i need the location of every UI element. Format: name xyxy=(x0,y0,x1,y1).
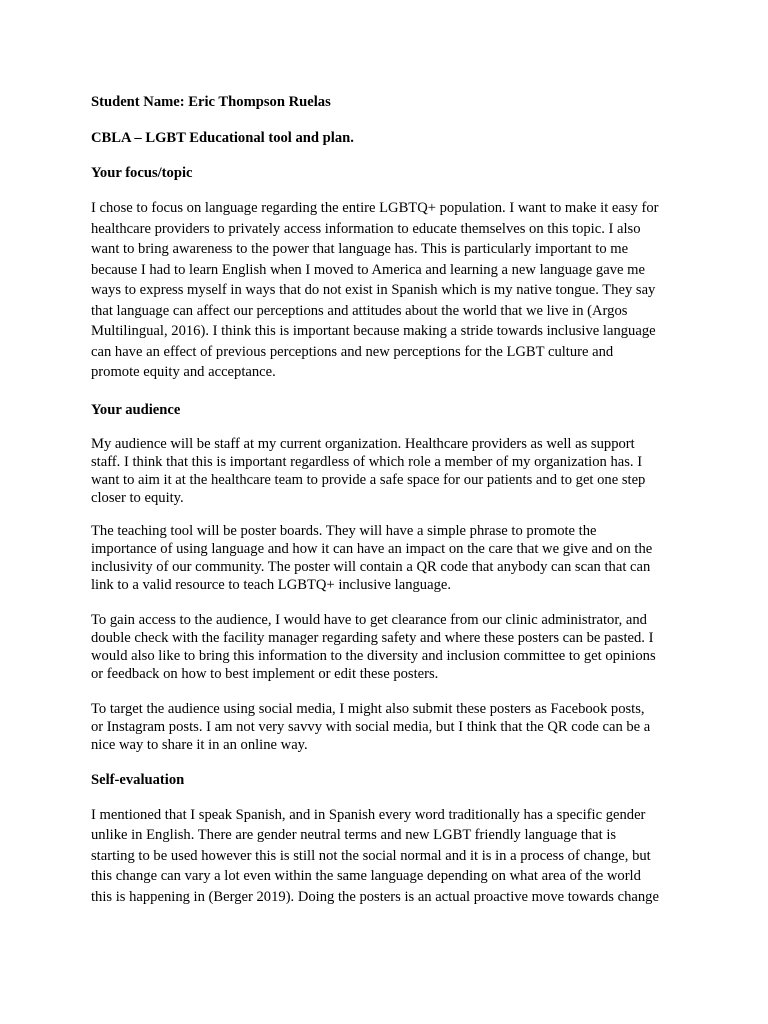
focus-paragraph xyxy=(91,198,691,383)
audience-line: or Instagram posts. I am not very savvy with social media, but I think that the QR code can be a xyxy=(91,718,651,735)
document-title: CBLA – LGBT Educational tool and plan. xyxy=(91,130,354,146)
audience-paragraph-1 xyxy=(91,435,691,507)
student-name: Student Name: Eric Thompson Ruelas xyxy=(91,94,331,110)
focus-line: healthcare providers to privately access information to educate themselves on this topic. I also xyxy=(91,220,641,237)
audience-line: link to a valid resource to teach LGBTQ+ inclusive language. xyxy=(91,576,451,593)
self-evaluation-heading: Self-evaluation xyxy=(91,771,185,788)
audience-line: would also like to bring this information to the diversity and inclusion committee to get opinions xyxy=(91,647,656,664)
audience-line: closer to equity. xyxy=(91,489,184,506)
audience-line: importance of using language and how it can have an impact on the care that we give and on the xyxy=(91,540,653,557)
focus-line: I chose to focus on language regarding the entire LGBTQ+ population. I want to make it easy for xyxy=(91,200,659,216)
self-evaluation-paragraph xyxy=(91,805,691,908)
audience-heading: Your audience xyxy=(91,401,181,418)
focus-heading: Your focus/topic xyxy=(91,165,193,181)
audience-line: To gain access to the audience, I would have to get clearance from our clinic administrator, and xyxy=(91,611,647,628)
self-evaluation-line: I mentioned that I speak Spanish, and in Spanish every word traditionally has a specific gender xyxy=(91,806,646,823)
focus-line: because I had to learn English when I moved to America and learning a new language gave me xyxy=(91,261,645,278)
audience-line: My audience will be staff at my current organization. Healthcare providers as well as support xyxy=(91,435,635,452)
audience-line: staff. I think that this is important regardless of which role a member of my organization has. I xyxy=(91,453,643,470)
audience-paragraph-3 xyxy=(91,611,691,683)
audience-line: or feedback on how to best implement or edit these posters. xyxy=(91,665,439,682)
audience-paragraph-2 xyxy=(91,522,691,594)
audience-line: nice way to share it in an online way. xyxy=(91,736,308,753)
audience-line: The teaching tool will be poster boards. They will have a simple phrase to promote the xyxy=(91,522,597,539)
focus-line: ways to express myself in ways that do not exist in Spanish which is my native tongue. They say xyxy=(91,282,656,298)
audience-paragraph-4 xyxy=(91,700,691,754)
self-evaluation-line: this is happening in (Berger 2019). Doing the posters is an actual proactive move towards change xyxy=(91,888,659,905)
focus-line: can have an effect of previous perceptions and new perceptions for the LGBT culture and xyxy=(91,343,614,360)
self-evaluation-line: this change can vary a lot even within the same language depending on what area of the world xyxy=(91,868,641,884)
audience-line: To target the audience using social media, I might also submit these posters as Facebook posts, xyxy=(91,700,645,717)
document-body xyxy=(91,92,691,907)
audience-line: want to aim it at the healthcare team to provide a safe space for our patients and to get one step xyxy=(91,471,646,488)
focus-line: want to bring awareness to the power that language has. This is particularly important to me xyxy=(91,241,629,257)
audience-line: inclusivity of our community. The poster will contain a QR code that anybody can scan that can xyxy=(91,558,651,575)
focus-line: that language can affect our perceptions and attitudes about the world that we live in (Argos xyxy=(91,302,628,319)
focus-line: promote equity and acceptance. xyxy=(91,364,276,380)
audience-line: double check with the facility manager regarding safety and where these posters can be pasted. I xyxy=(91,629,654,646)
self-evaluation-line: unlike in English. There are gender neutral terms and new LGBT friendly language that is xyxy=(91,827,617,843)
self-evaluation-line: starting to be used however this is still not the social normal and it is in a process of change, but xyxy=(91,847,651,864)
focus-line: Multilingual, 2016). I think this is important because making a stride towards inclusive language xyxy=(91,323,656,339)
